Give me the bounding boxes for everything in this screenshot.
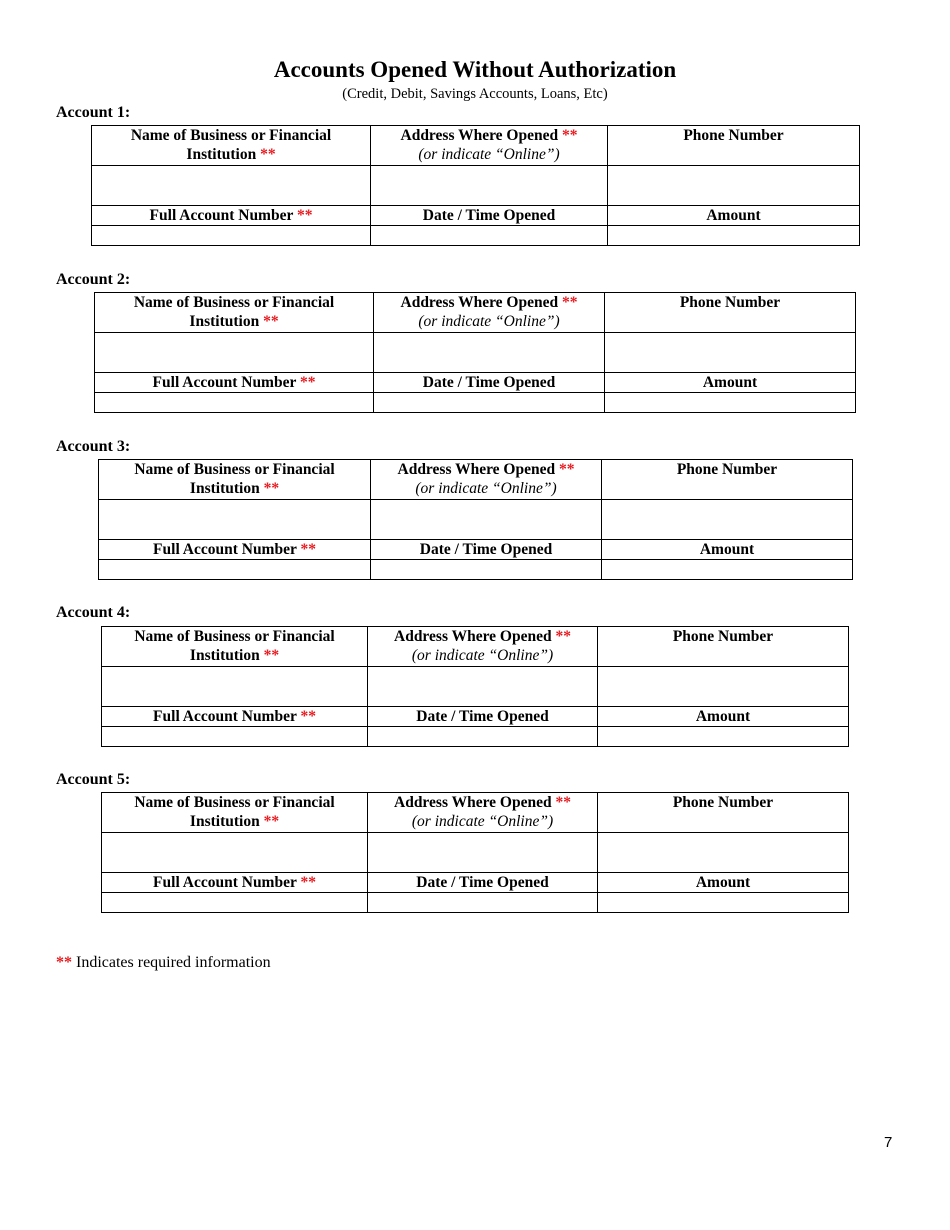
account-label: Account 1: — [56, 104, 131, 121]
amount-header-label: Amount — [706, 207, 761, 224]
account-number-header — [102, 707, 368, 727]
business-name-header — [95, 293, 374, 333]
required-marker: ** — [260, 146, 276, 163]
page-title: Accounts Opened Without Authorization — [273, 57, 677, 82]
account-number-header — [99, 540, 371, 560]
business-name-field[interactable] — [99, 500, 371, 540]
phone-header — [598, 627, 849, 667]
account-label: Account 4: — [56, 604, 131, 621]
account-number-field[interactable] — [102, 893, 368, 913]
required-marker: ** — [555, 628, 571, 645]
business-header-line2: Institution — [189, 813, 260, 830]
date-time-header — [371, 206, 608, 226]
business-header-line2: Institution — [186, 146, 257, 163]
address-header — [371, 460, 602, 500]
business-header-line1: Name of Business or Financial — [134, 461, 335, 478]
date-time-field[interactable] — [371, 560, 602, 580]
phone-field[interactable] — [608, 166, 860, 206]
phone-header-label: Phone Number — [676, 461, 778, 478]
phone-header — [608, 126, 860, 166]
account-number-field[interactable] — [99, 560, 371, 580]
account-label: Account 2: — [56, 271, 131, 288]
account-number-header — [92, 206, 371, 226]
account-number-field[interactable] — [92, 226, 371, 246]
date-time-header-label: Date / Time Opened — [416, 874, 549, 891]
account-table — [94, 292, 856, 413]
address-field[interactable] — [368, 667, 598, 707]
required-marker: ** — [263, 813, 280, 830]
phone-header-label: Phone Number — [672, 794, 774, 811]
required-marker: ** — [300, 708, 316, 725]
amount-header — [602, 540, 853, 560]
account-label: Account 5: — [56, 771, 131, 788]
address-header-line1: Address Where Opened — [400, 294, 559, 311]
amount-field[interactable] — [598, 893, 849, 913]
required-marker: ** — [558, 461, 575, 478]
address-header-hint: (or indicate “Online”) — [415, 480, 557, 497]
address-header-line1: Address Where Opened — [397, 461, 556, 478]
account-table — [101, 626, 849, 747]
address-header-hint: (or indicate “Online”) — [418, 146, 560, 163]
account-number-header-label: Full Account Number — [153, 541, 297, 558]
phone-header-label: Phone Number — [679, 294, 781, 311]
business-name-header — [99, 460, 371, 500]
date-time-field[interactable] — [368, 893, 598, 913]
address-header-hint: (or indicate “Online”) — [418, 313, 560, 330]
account-number-header-label: Full Account Number — [149, 207, 294, 224]
account-label: Account 3: — [56, 438, 131, 455]
date-time-header-label: Date / Time Opened — [422, 207, 556, 224]
account-number-field[interactable] — [102, 727, 368, 747]
phone-header — [605, 293, 856, 333]
required-marker: ** — [56, 954, 72, 971]
amount-field[interactable] — [598, 727, 849, 747]
account-number-header — [95, 373, 374, 393]
amount-header — [598, 707, 849, 727]
amount-field[interactable] — [608, 226, 860, 246]
business-name-header — [102, 627, 368, 667]
account-table — [98, 459, 853, 580]
date-time-field[interactable] — [368, 727, 598, 747]
address-header — [368, 793, 598, 833]
amount-header — [608, 206, 860, 226]
date-time-header-label: Date / Time Opened — [416, 708, 549, 725]
address-header — [371, 126, 608, 166]
date-time-field[interactable] — [371, 226, 608, 246]
business-name-field[interactable] — [102, 667, 368, 707]
phone-header — [602, 460, 853, 500]
required-marker: ** — [299, 374, 316, 391]
date-time-header-label: Date / Time Opened — [419, 541, 553, 558]
business-header-line1: Name of Business or Financial — [130, 127, 332, 144]
required-footnote — [56, 953, 271, 973]
date-time-field[interactable] — [374, 393, 605, 413]
amount-field[interactable] — [602, 560, 853, 580]
required-marker: ** — [555, 794, 571, 811]
address-header — [374, 293, 605, 333]
phone-field[interactable] — [598, 833, 849, 873]
date-time-header — [368, 873, 598, 893]
amount-field[interactable] — [605, 393, 856, 413]
business-name-field[interactable] — [95, 333, 374, 373]
address-header-hint: (or indicate “Online”) — [411, 813, 554, 830]
address-header — [368, 627, 598, 667]
phone-field[interactable] — [598, 667, 849, 707]
required-marker: ** — [300, 541, 316, 558]
phone-field[interactable] — [602, 500, 853, 540]
phone-header-label: Phone Number — [672, 628, 774, 645]
business-name-field[interactable] — [92, 166, 371, 206]
account-number-header — [102, 873, 368, 893]
phone-header — [598, 793, 849, 833]
page-number: 7 — [884, 1134, 893, 1151]
account-number-field[interactable] — [95, 393, 374, 413]
account-table — [91, 125, 860, 246]
address-field[interactable] — [371, 500, 602, 540]
amount-header — [598, 873, 849, 893]
required-marker: ** — [300, 874, 316, 891]
address-header-hint: (or indicate “Online”) — [411, 647, 554, 664]
address-header-line1: Address Where Opened — [394, 628, 552, 645]
business-header-line2: Institution — [189, 480, 260, 497]
amount-header-label: Amount — [699, 541, 755, 558]
address-header-line1: Address Where Opened — [400, 127, 559, 144]
address-header-line1: Address Where Opened — [394, 794, 552, 811]
business-header-line1: Name of Business or Financial — [134, 794, 335, 811]
required-marker: ** — [296, 207, 313, 224]
amount-header — [605, 373, 856, 393]
phone-field[interactable] — [605, 333, 856, 373]
business-header-line2: Institution — [189, 647, 260, 664]
address-field[interactable] — [371, 166, 608, 206]
account-number-header-label: Full Account Number — [152, 374, 297, 391]
account-number-header-label: Full Account Number — [153, 874, 297, 891]
account-number-header-label: Full Account Number — [153, 708, 297, 725]
required-marker: ** — [263, 313, 279, 330]
required-marker: ** — [263, 480, 280, 497]
required-marker: ** — [561, 294, 578, 311]
business-header-line2: Institution — [189, 313, 260, 330]
address-field[interactable] — [374, 333, 605, 373]
business-name-field[interactable] — [102, 833, 368, 873]
date-time-header — [371, 540, 602, 560]
required-marker: ** — [263, 647, 280, 664]
footnote-text: Indicates required information — [76, 954, 271, 971]
date-time-header — [374, 373, 605, 393]
business-header-line1: Name of Business or Financial — [133, 294, 335, 311]
business-name-header — [102, 793, 368, 833]
amount-header-label: Amount — [695, 708, 751, 725]
account-table — [101, 792, 849, 913]
amount-header-label: Amount — [702, 374, 758, 391]
date-time-header — [368, 707, 598, 727]
date-time-header-label: Date / Time Opened — [422, 374, 556, 391]
address-field[interactable] — [368, 833, 598, 873]
page-subtitle: (Credit, Debit, Savings Accounts, Loans, Etc) — [342, 86, 608, 102]
phone-header-label: Phone Number — [683, 127, 784, 144]
required-marker: ** — [561, 127, 578, 144]
business-header-line1: Name of Business or Financial — [134, 628, 335, 645]
business-name-header — [92, 126, 371, 166]
amount-header-label: Amount — [695, 874, 751, 891]
